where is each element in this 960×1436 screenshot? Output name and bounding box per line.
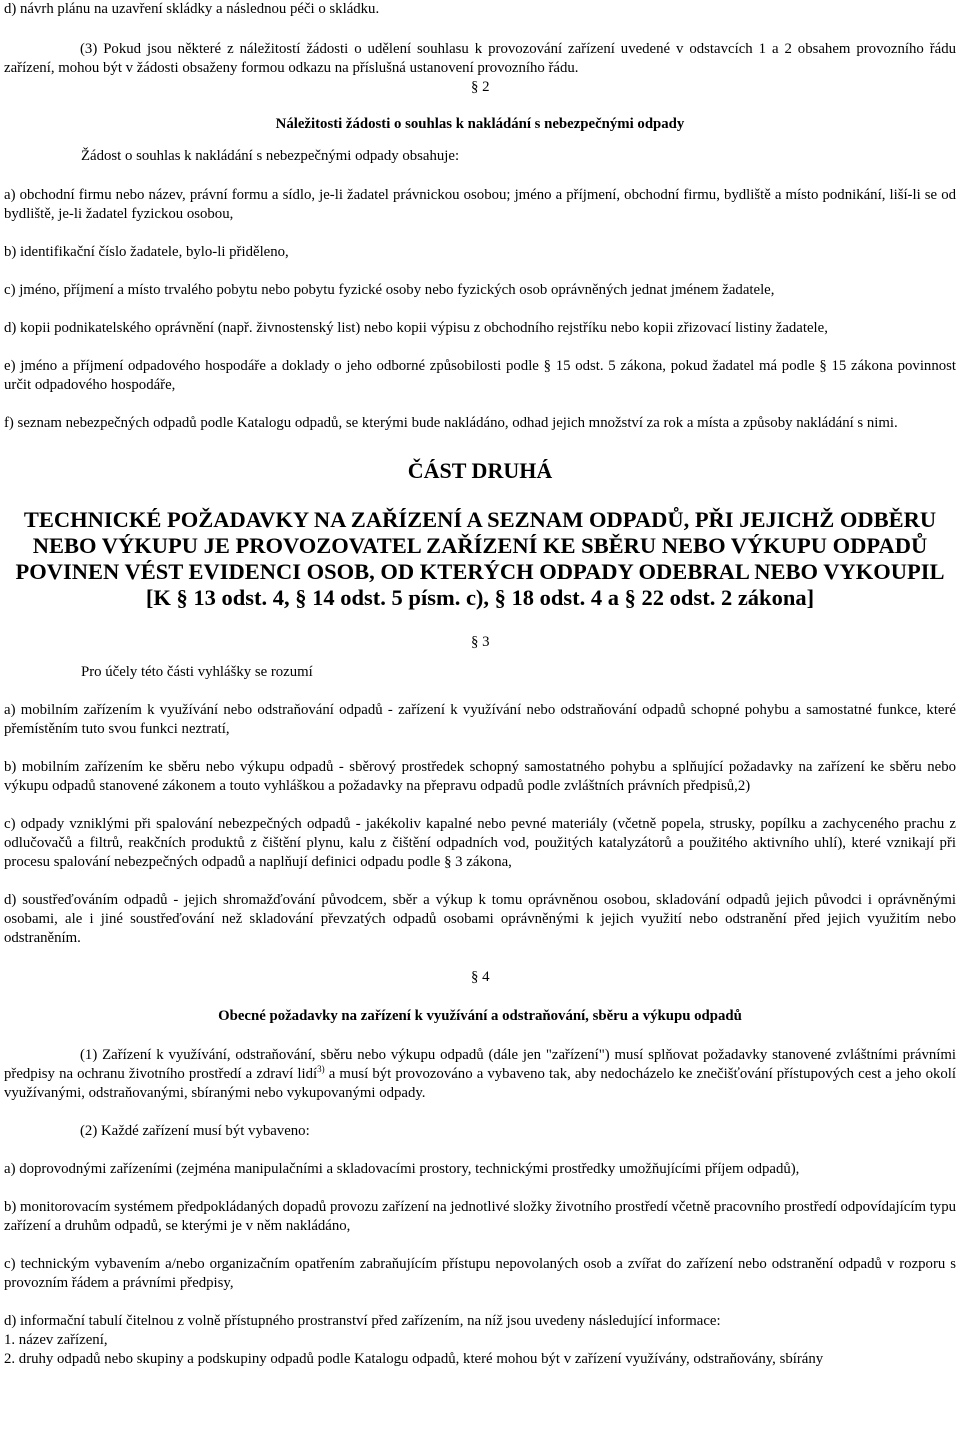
- section-4-subitem-1: 1. název zařízení,: [4, 1332, 108, 1348]
- section-3-item-c: c) odpady vzniklými při spalování nebezpečných odpadů - jakékoliv kapalné nebo pevné materiály (včetně popela, strusky, popílku a zachyceného prachu z odlučovačů a filtrů, reakčních produktů z čištění plynu, kalu z čištění odpadních vod, použitých katalyzátorů a použitého aktivního uhlí), které vznikají při procesu spalování nebezpečných odpadů a naplňují definici odpadu podle § 3 zákona,: [4, 816, 956, 870]
- section-2-number: § 2: [471, 79, 490, 95]
- section-4-item-c: c) technickým vybavením a/nebo organizačním opatřením zabraňujícím přístupu nepovolaných osob a zvířat do zařízení nebo odstranění odpadů v rozporu s provozním řádem a právními předpisy,: [4, 1256, 956, 1291]
- section-2-item-b: b) identifikační číslo žadatele, bylo-li přiděleno,: [4, 244, 289, 260]
- section-4-paragraph-1-text-b: a musí být provozováno a vybaveno tak, aby nedocházelo ke znečišťování přístupových cest a jeho okolí využívanými, odstraňovanými, sbíranými nebo vykupovanými odpady.: [4, 1066, 956, 1101]
- section-2-item-f: f) seznam nebezpečných odpadů podle Katalogu odpadů, se kterými bude nakládáno, odhad jejich množství za rok a místa a způsoby nakládání s nimi.: [4, 415, 898, 431]
- section-2-item-a: a) obchodní firmu nebo název, právní formu a sídlo, je-li žadatel právnickou osobou; jméno a příjmení, obchodní firmu, bydliště a místo podnikání, liší-li se od bydliště, je-li žadatel fyzickou osobou,: [4, 187, 956, 222]
- section-4-subitem-2: 2. druhy odpadů nebo skupiny a podskupiny odpadů podle Katalogu odpadů, které mohou být v zařízení využívány, odstraňovány, sbírány: [4, 1351, 824, 1367]
- section-3-number: § 3: [471, 634, 490, 650]
- paragraph-d-previous: d) návrh plánu na uzavření skládky a následnou péči o skládku.: [4, 1, 380, 17]
- section-4-title: Obecné požadavky na zařízení k využívání a odstraňování, sběru a výkupu odpadů: [218, 1008, 742, 1024]
- section-3-intro: Pro účely této části vyhlášky se rozumí: [81, 664, 313, 680]
- section-2-item-e: e) jméno a příjmení odpadového hospodáře a doklady o jeho odborné způsobilosti podle § 15 odst. 5 zákona, pokud žadatel má podle § 15 zákona povinnost určit odpadového hospodáře,: [4, 358, 956, 393]
- section-2-intro: Žádost o souhlas k nakládání s nebezpečnými odpady obsahuje:: [81, 148, 460, 164]
- section-2-title: Náležitosti žádosti o souhlas k nakládání s nebezpečnými odpady: [275, 116, 685, 132]
- section-4-paragraph-1-text-a: (1) Zařízení k využívání, odstraňování, sběru nebo výkupu odpadů (dále jen "zařízení") musí splňovat požadavky stanovené zvláštními právními předpisy na ochranu životního prostředí a zdraví lidí: [4, 1047, 956, 1082]
- section-2-item-d: d) kopii podnikatelského oprávnění (např. živnostenský list) nebo kopii výpisu z obchodního rejstříku nebo kopii zřizovací listiny žadatele,: [4, 320, 828, 336]
- section-4-number: § 4: [471, 969, 490, 985]
- section-4-item-a: a) doprovodnými zařízeními (zejména manipulačními a skladovacími prostory, technickými prostředky umožňujícími příjem odpadů),: [4, 1161, 800, 1177]
- section-4-item-b: b) monitorovacím systémem předpokládaných dopadů provozu zařízení na jednotlivé složky životního prostředí včetně pracovního prostředí odpovídajícím typu zařízení a druhům odpadů, se kterými je v něm nakládáno,: [4, 1199, 956, 1234]
- section-4-number-row: [4, 968, 956, 987]
- part-two-label: ČÁST DRUHÁ: [407, 458, 553, 483]
- section-3-item-d: d) soustřeďováním odpadů - jejich shromažďování původcem, sběr a výkup k tomu oprávněnou osobou, skladování odpadů jejich původci i oprávněnými osobami, ale i jiné soustřeďování než skladování převzatých odpadů osobami oprávněnými k jejich využití nebo odstranění před jejich využitím nebo odstraněním.: [4, 892, 956, 946]
- section-4-item-d: d) informační tabulí čitelnou z volně přístupného prostranství před zařízením, na níž jsou uvedeny následující informace:: [4, 1313, 721, 1329]
- document-page: [4, 0, 956, 1369]
- section-2-number-row: [4, 78, 956, 97]
- section-2-item-c: c) jméno, příjmení a místo trvalého pobytu nebo pobytu fyzické osoby nebo fyzických osob oprávněných jednat jménem žadatele,: [4, 282, 775, 298]
- part-two-title: TECHNICKÉ POŽADAVKY NA ZAŘÍZENÍ A SEZNAM ODPADŮ, PŘI JEJICHŽ ODBĚRU NEBO VÝKUPU JE PROVOZOVATEL ZAŘÍZENÍ KE SBĚRU NEBO VÝKUPU ODPADŮ POVINEN VÉST EVIDENCI OSOB, OD KTERÝCH ODPADY ODEBRAL NEBO VYKOUPIL [K § 13 odst. 4, § 14 odst. 5 písm. c), § 18 odst. 4 a § 22 odst. 2 zákona]: [15, 507, 945, 610]
- section-3-number-row: [4, 633, 956, 652]
- section-4-paragraph-2: (2) Každé zařízení musí být vybaveno:: [80, 1123, 310, 1139]
- section-3-item-a: a) mobilním zařízením k využívání nebo odstraňování odpadů - zařízení k využívání nebo odstraňování odpadů schopné pohybu a samostatné funkce, které přemístěním tuto svou funkci neztratí,: [4, 702, 956, 737]
- section-4-paragraph-1: [4, 1046, 956, 1103]
- section-3-item-b: b) mobilním zařízením ke sběru nebo výkupu odpadů - sběrový prostředek schopný samostatného pohybu a splňující požadavky na zařízení ke sběru nebo výkupu odpadů stanovené zákonem a touto vyhláškou a požadavky na přepravu odpadů podle zvláštních právních předpisů,2): [4, 759, 956, 794]
- paragraph-3: (3) Pokud jsou některé z náležitostí žádosti o udělení souhlasu k provozování zařízení uvedené v odstavcích 1 a 2 obsahem provozního řádu zařízení, mohou být v žádosti obsaženy formou odkazu na příslušná ustanovení provozního řádu.: [4, 41, 956, 76]
- footnote-ref-3: 3): [317, 1064, 325, 1075]
